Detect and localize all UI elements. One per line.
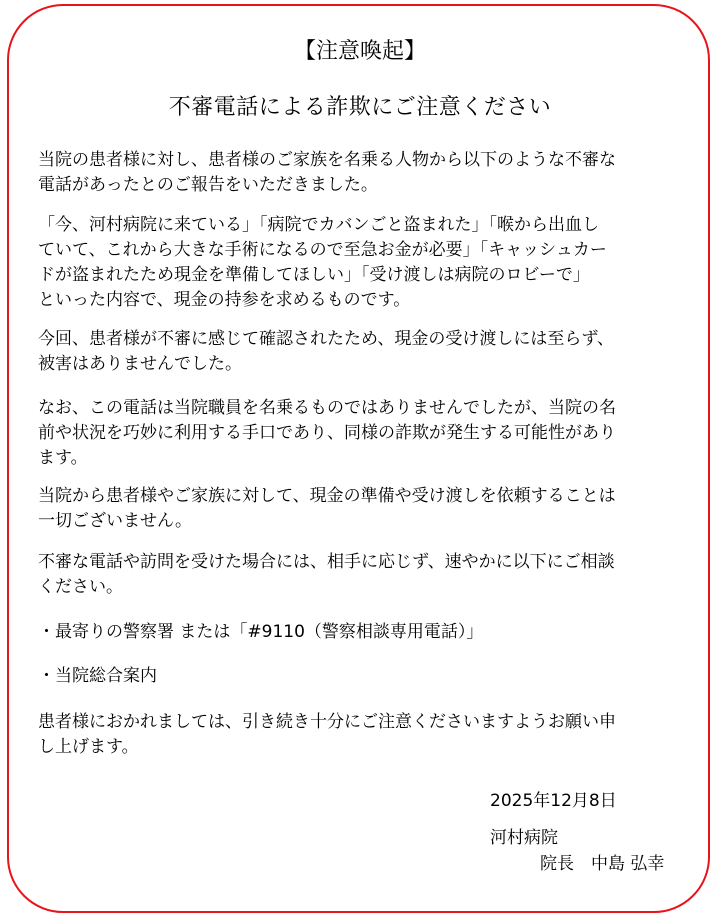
- text-line: 前や状況を巧妙に利用する手口であり、同様の詐欺が発生する可能性があり: [38, 423, 616, 443]
- text-line: し上げます。: [38, 737, 139, 757]
- signature-director: 院長 中島 弘幸: [540, 854, 665, 874]
- text-line: 当院から患者様やご家族に対して、現金の準備や受け渡しを依頼することは: [38, 486, 616, 506]
- paragraph-policy: [38, 484, 688, 534]
- paragraph-report: [38, 148, 688, 198]
- text-line: 当院の患者様に対し、患者様のご家族を名乗る人物から以下のような不審な: [38, 150, 616, 170]
- text-line: 一切ございません。: [38, 511, 193, 531]
- text-line: ・最寄りの警察署 または「#9110（警察相談専用電話）」: [38, 622, 484, 642]
- paragraph-consult: [38, 550, 688, 600]
- text-line: 不審な電話や訪問を受けた場合には、相手に応じず、速やかに以下にご相談: [38, 552, 615, 572]
- signature-organization: 河村病院: [490, 828, 558, 848]
- notice-label: 【注意喚起】: [293, 39, 426, 64]
- paragraph-no-damage: [38, 327, 688, 377]
- text-line: 今回、患者様が不審に感じて確認されたため、現金の受け渡しには至らず、: [38, 329, 614, 349]
- contact-police: [38, 620, 688, 645]
- contact-hospital-desk: [38, 664, 688, 689]
- signature-date: 2025年12月8日: [490, 791, 617, 811]
- text-line: ドが盗まれたため現金を準備してほしい」「受け渡しは病院のロビーで」: [38, 265, 590, 285]
- notice-title: 不審電話による詐欺にご注意ください: [168, 95, 552, 120]
- text-line: 「今、河村病院に来ている」「病院でカバンごと盗まれた」「喉から出血し: [38, 215, 599, 235]
- text-line: 電話があったとのご報告をいただきました。: [38, 175, 378, 195]
- text-line: 患者様におかれましては、引き続き十分にご注意くださいますようお願い申: [38, 712, 616, 732]
- text-line: といった内容で、現金の持参を求めるものです。: [38, 290, 411, 310]
- text-line: ください。: [38, 577, 123, 597]
- text-line: ・当院総合案内: [38, 666, 157, 686]
- paragraph-closing: [38, 710, 688, 760]
- paragraph-call-content: [38, 213, 688, 313]
- paragraph-method-warning: [38, 396, 688, 471]
- text-line: ていて、これから大きな手術になるので至急お金が必要」「キャッシュカー: [38, 240, 607, 260]
- text-line: なお、この電話は当院職員を名乗るものではありませんでしたが、当院の名: [38, 398, 616, 418]
- text-line: ます。: [38, 448, 88, 468]
- text-line: 被害はありませんでした。: [38, 354, 242, 374]
